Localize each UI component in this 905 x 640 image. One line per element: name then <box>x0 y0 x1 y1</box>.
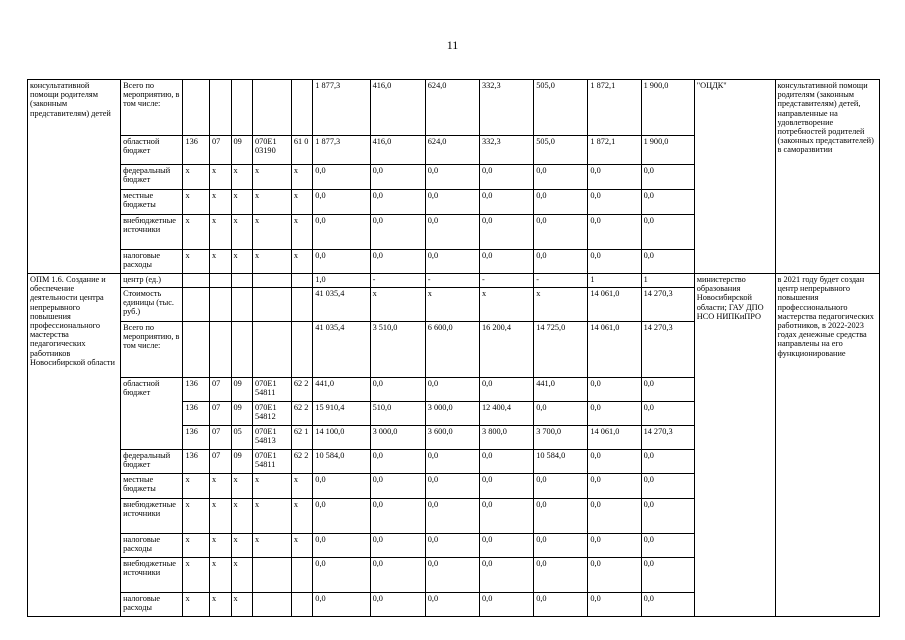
subsection-cell: x <box>231 593 252 617</box>
value-cell: 441,0 <box>313 378 370 402</box>
value-cell: 0,0 <box>313 499 370 534</box>
subsection-cell: x <box>231 190 252 215</box>
expense-type-cell <box>291 558 312 593</box>
grbs-cell: 136 <box>183 402 210 426</box>
value-cell: 14 270,3 <box>641 322 694 378</box>
value-cell: 1 <box>588 274 641 288</box>
value-cell: 0,0 <box>313 558 370 593</box>
subsection-cell: x <box>231 499 252 534</box>
expense-type-cell: x <box>291 534 312 558</box>
grbs-cell: 136 <box>183 426 210 450</box>
section-cell: 07 <box>210 426 231 450</box>
value-cell: 441,0 <box>534 378 588 402</box>
value-cell: - <box>370 274 425 288</box>
funding-source-cell: центр (ед.) <box>121 274 183 288</box>
value-cell: 0,0 <box>370 215 425 250</box>
value-cell: 0,0 <box>425 378 479 402</box>
section-cell <box>210 80 231 136</box>
expense-type-cell <box>291 593 312 617</box>
value-cell: 0,0 <box>370 250 425 274</box>
target-article-cell: x <box>252 499 291 534</box>
value-cell: 1 872,1 <box>588 80 641 136</box>
value-cell: 14 061,0 <box>588 288 641 322</box>
section-cell: 07 <box>210 402 231 426</box>
value-cell: 0,0 <box>641 165 694 190</box>
value-cell: 0,0 <box>425 450 479 474</box>
value-cell: 0,0 <box>370 474 425 499</box>
empty-code-cell <box>291 274 312 288</box>
grbs-cell: x <box>183 593 210 617</box>
value-cell: 1,0 <box>313 274 370 288</box>
section-cell: x <box>210 534 231 558</box>
value-cell: - <box>534 274 588 288</box>
section-cell: 07 <box>210 450 231 474</box>
value-cell: 0,0 <box>641 499 694 534</box>
funding-source-cell: внебюджетные источники <box>121 499 183 534</box>
value-cell: 0,0 <box>313 534 370 558</box>
section-cell: 07 <box>210 136 231 165</box>
empty-code-cell <box>252 288 291 322</box>
section-cell: x <box>210 190 231 215</box>
subsection-cell: x <box>231 215 252 250</box>
value-cell: 0,0 <box>370 378 425 402</box>
value-cell: 0,0 <box>588 215 641 250</box>
value-cell: 0,0 <box>425 558 479 593</box>
event-name-cell: консультативной помощи родителям (законным представителям) детей <box>28 80 121 274</box>
expense-type-cell: x <box>291 215 312 250</box>
target-article-cell: 070E1 54812 <box>252 402 291 426</box>
value-cell: 3 600,0 <box>425 426 479 450</box>
value-cell: 0,0 <box>313 215 370 250</box>
funding-source-cell: Всего по мероприятию, в том числе: <box>121 80 183 136</box>
target-article-cell: 070E1 54813 <box>252 426 291 450</box>
section-cell: x <box>210 474 231 499</box>
subsection-cell <box>231 80 252 136</box>
expense-type-cell: x <box>291 190 312 215</box>
funding-source-cell: Стоимость единицы (тыс. руб.) <box>121 288 183 322</box>
value-cell: 624,0 <box>425 136 479 165</box>
section-cell: x <box>210 215 231 250</box>
funding-source-cell: налоговые расходы <box>121 593 183 617</box>
expense-type-cell: 62 2 <box>291 402 312 426</box>
value-cell: 3 000,0 <box>425 402 479 426</box>
target-article-cell: x <box>252 215 291 250</box>
value-cell: - <box>479 274 533 288</box>
value-cell: 0,0 <box>534 190 588 215</box>
section-cell: 07 <box>210 378 231 402</box>
empty-code-cell <box>210 274 231 288</box>
empty-code-cell <box>183 288 210 322</box>
value-cell: 0,0 <box>534 165 588 190</box>
value-cell: 510,0 <box>370 402 425 426</box>
grbs-cell <box>183 80 210 136</box>
value-cell: 0,0 <box>425 165 479 190</box>
funding-source-cell: внебюджетные источники <box>121 215 183 250</box>
value-cell: 0,0 <box>641 402 694 426</box>
empty-code-cell <box>252 322 291 378</box>
value-cell: 10 584,0 <box>534 450 588 474</box>
empty-code-cell <box>183 274 210 288</box>
value-cell: 0,0 <box>479 165 533 190</box>
value-cell: 1 900,0 <box>641 136 694 165</box>
value-cell: 0,0 <box>641 534 694 558</box>
value-cell: 0,0 <box>370 450 425 474</box>
value-cell: 0,0 <box>534 534 588 558</box>
value-cell: 16 200,4 <box>479 322 533 378</box>
target-article-cell: 070E1 54811 <box>252 450 291 474</box>
value-cell: 0,0 <box>588 499 641 534</box>
target-article-cell: x <box>252 534 291 558</box>
value-cell: 0,0 <box>425 593 479 617</box>
value-cell: 0,0 <box>425 534 479 558</box>
value-cell: 0,0 <box>588 250 641 274</box>
grbs-cell: x <box>183 499 210 534</box>
value-cell: 0,0 <box>641 474 694 499</box>
funding-source-cell: Всего по мероприятию, в том числе: <box>121 322 183 378</box>
value-cell: 14 270,3 <box>641 426 694 450</box>
value-cell: x <box>370 288 425 322</box>
value-cell: 416,0 <box>370 80 425 136</box>
funding-source-cell: местные бюджеты <box>121 474 183 499</box>
expense-type-cell: x <box>291 250 312 274</box>
value-cell: 0,0 <box>313 474 370 499</box>
value-cell: 0,0 <box>425 215 479 250</box>
subsection-cell: x <box>231 558 252 593</box>
target-article-cell: 070E1 54811 <box>252 378 291 402</box>
expense-type-cell: 62 1 <box>291 426 312 450</box>
value-cell: 0,0 <box>313 250 370 274</box>
expense-type-cell: x <box>291 499 312 534</box>
value-cell: 0,0 <box>479 499 533 534</box>
funding-source-cell: федеральный бюджет <box>121 165 183 190</box>
value-cell: 0,0 <box>370 558 425 593</box>
value-cell: 624,0 <box>425 80 479 136</box>
value-cell: 1 <box>641 274 694 288</box>
value-cell: 0,0 <box>641 215 694 250</box>
grbs-cell: 136 <box>183 450 210 474</box>
table-row <box>28 80 880 136</box>
value-cell: 0,0 <box>641 450 694 474</box>
subsection-cell: x <box>231 474 252 499</box>
target-article-cell: x <box>252 250 291 274</box>
value-cell: 332,3 <box>479 136 533 165</box>
target-article-cell <box>252 558 291 593</box>
subsection-cell: x <box>231 250 252 274</box>
section-cell: x <box>210 499 231 534</box>
value-cell: 0,0 <box>641 250 694 274</box>
value-cell: 3 700,0 <box>534 426 588 450</box>
value-cell: 0,0 <box>588 534 641 558</box>
value-cell: x <box>479 288 533 322</box>
value-cell: 0,0 <box>425 499 479 534</box>
value-cell: 3 800,0 <box>479 426 533 450</box>
section-cell: x <box>210 250 231 274</box>
value-cell: 332,3 <box>479 80 533 136</box>
value-cell: 14 725,0 <box>534 322 588 378</box>
value-cell: 0,0 <box>534 402 588 426</box>
event-name-cell: ОПМ 1.6. Создание и обеспечение деятельности центра непрерывного повышения профессионального мастерства педагогических работников Новосибирской области <box>28 274 121 617</box>
value-cell: 15 910,4 <box>313 402 370 426</box>
budget-table <box>27 79 880 617</box>
subsection-cell: 09 <box>231 136 252 165</box>
value-cell: 416,0 <box>370 136 425 165</box>
value-cell: 0,0 <box>641 378 694 402</box>
value-cell: 12 400,4 <box>479 402 533 426</box>
grbs-cell: 136 <box>183 136 210 165</box>
funding-source-cell: налоговые расходы <box>121 534 183 558</box>
value-cell: 0,0 <box>370 499 425 534</box>
executor-cell: "ОЦДК" <box>694 80 775 274</box>
value-cell: 0,0 <box>370 534 425 558</box>
value-cell: x <box>425 288 479 322</box>
expense-type-cell: 62 2 <box>291 450 312 474</box>
value-cell: 1 872,1 <box>588 136 641 165</box>
page-number: 11 <box>446 38 459 52</box>
target-article-cell: 070E1 03190 <box>252 136 291 165</box>
target-article-cell: x <box>252 474 291 499</box>
subsection-cell: x <box>231 534 252 558</box>
value-cell: 0,0 <box>479 534 533 558</box>
value-cell: 6 600,0 <box>425 322 479 378</box>
grbs-cell: x <box>183 165 210 190</box>
section-cell: x <box>210 558 231 593</box>
value-cell: 0,0 <box>479 474 533 499</box>
value-cell: 0,0 <box>534 250 588 274</box>
funding-source-cell: областной бюджет <box>121 378 183 450</box>
subsection-cell: x <box>231 165 252 190</box>
value-cell: 0,0 <box>479 450 533 474</box>
value-cell: 0,0 <box>588 402 641 426</box>
empty-code-cell <box>210 288 231 322</box>
value-cell: 0,0 <box>370 165 425 190</box>
section-cell: x <box>210 165 231 190</box>
grbs-cell: 136 <box>183 378 210 402</box>
result-cell: в 2021 году будет создан центр непрерывного повышения профессионального мастерства педагогических работников, в 2022-2023 годах денежные средства направлены на его функционирование <box>775 274 879 617</box>
value-cell: 1 877,3 <box>313 136 370 165</box>
value-cell: 0,0 <box>534 558 588 593</box>
subsection-cell: 09 <box>231 450 252 474</box>
expense-type-cell: 61 0 <box>291 136 312 165</box>
subsection-cell: 09 <box>231 378 252 402</box>
value-cell: 0,0 <box>534 474 588 499</box>
subsection-cell: 09 <box>231 402 252 426</box>
value-cell: 0,0 <box>425 250 479 274</box>
expense-type-cell: x <box>291 165 312 190</box>
empty-code-cell <box>231 288 252 322</box>
funding-source-cell: внебюджетные источники <box>121 558 183 593</box>
funding-source-cell: областной бюджет <box>121 136 183 165</box>
value-cell: 0,0 <box>588 450 641 474</box>
empty-code-cell <box>291 288 312 322</box>
funding-source-cell: налоговые расходы <box>121 250 183 274</box>
value-cell: 41 035,4 <box>313 322 370 378</box>
value-cell: 14 061,0 <box>588 426 641 450</box>
value-cell: 1 900,0 <box>641 80 694 136</box>
empty-code-cell <box>210 322 231 378</box>
value-cell: 0,0 <box>479 250 533 274</box>
value-cell: 0,0 <box>425 190 479 215</box>
value-cell: 0,0 <box>313 190 370 215</box>
value-cell: 3 000,0 <box>370 426 425 450</box>
grbs-cell: x <box>183 534 210 558</box>
value-cell: 0,0 <box>370 190 425 215</box>
grbs-cell: x <box>183 215 210 250</box>
value-cell: 0,0 <box>534 593 588 617</box>
value-cell: 0,0 <box>479 215 533 250</box>
value-cell: 0,0 <box>479 593 533 617</box>
grbs-cell: x <box>183 558 210 593</box>
value-cell: 0,0 <box>479 558 533 593</box>
value-cell: 505,0 <box>534 80 588 136</box>
empty-code-cell <box>231 274 252 288</box>
value-cell: 0,0 <box>534 499 588 534</box>
value-cell: - <box>425 274 479 288</box>
value-cell: 0,0 <box>425 474 479 499</box>
funding-source-cell: федеральный бюджет <box>121 450 183 474</box>
grbs-cell: x <box>183 250 210 274</box>
subsection-cell: 05 <box>231 426 252 450</box>
value-cell: 0,0 <box>641 593 694 617</box>
value-cell: 0,0 <box>479 378 533 402</box>
value-cell: 41 035,4 <box>313 288 370 322</box>
table-body <box>28 80 880 617</box>
value-cell: 0,0 <box>588 190 641 215</box>
value-cell: x <box>534 288 588 322</box>
result-cell: консультативной помощи родителям (законным представителям) детей, направленные на удовлетворение потребностей родителей (законных представителей) в саморазвитии <box>775 80 879 274</box>
funding-source-cell: местные бюджеты <box>121 190 183 215</box>
value-cell: 0,0 <box>313 593 370 617</box>
empty-code-cell <box>291 322 312 378</box>
value-cell: 14 061,0 <box>588 322 641 378</box>
value-cell: 14 100,0 <box>313 426 370 450</box>
grbs-cell: x <box>183 474 210 499</box>
value-cell: 0,0 <box>588 165 641 190</box>
target-article-cell <box>252 593 291 617</box>
empty-code-cell <box>183 322 210 378</box>
table-row <box>28 274 880 288</box>
section-cell: x <box>210 593 231 617</box>
value-cell: 14 270,3 <box>641 288 694 322</box>
value-cell: 0,0 <box>370 593 425 617</box>
value-cell: 0,0 <box>641 558 694 593</box>
empty-code-cell <box>231 322 252 378</box>
value-cell: 0,0 <box>534 215 588 250</box>
target-article-cell: x <box>252 165 291 190</box>
expense-type-cell <box>291 80 312 136</box>
target-article-cell: x <box>252 190 291 215</box>
value-cell: 0,0 <box>588 378 641 402</box>
value-cell: 0,0 <box>313 165 370 190</box>
value-cell: 1 877,3 <box>313 80 370 136</box>
value-cell: 3 510,0 <box>370 322 425 378</box>
value-cell: 0,0 <box>641 190 694 215</box>
value-cell: 0,0 <box>588 474 641 499</box>
expense-type-cell: 62 2 <box>291 378 312 402</box>
value-cell: 0,0 <box>588 558 641 593</box>
value-cell: 505,0 <box>534 136 588 165</box>
grbs-cell: x <box>183 190 210 215</box>
value-cell: 0,0 <box>479 190 533 215</box>
value-cell: 0,0 <box>588 593 641 617</box>
executor-cell: министерство образования Новосибирской области; ГАУ ДПО НСО НИПКиПРО <box>694 274 775 617</box>
empty-code-cell <box>252 274 291 288</box>
expense-type-cell: x <box>291 474 312 499</box>
target-article-cell <box>252 80 291 136</box>
value-cell: 10 584,0 <box>313 450 370 474</box>
